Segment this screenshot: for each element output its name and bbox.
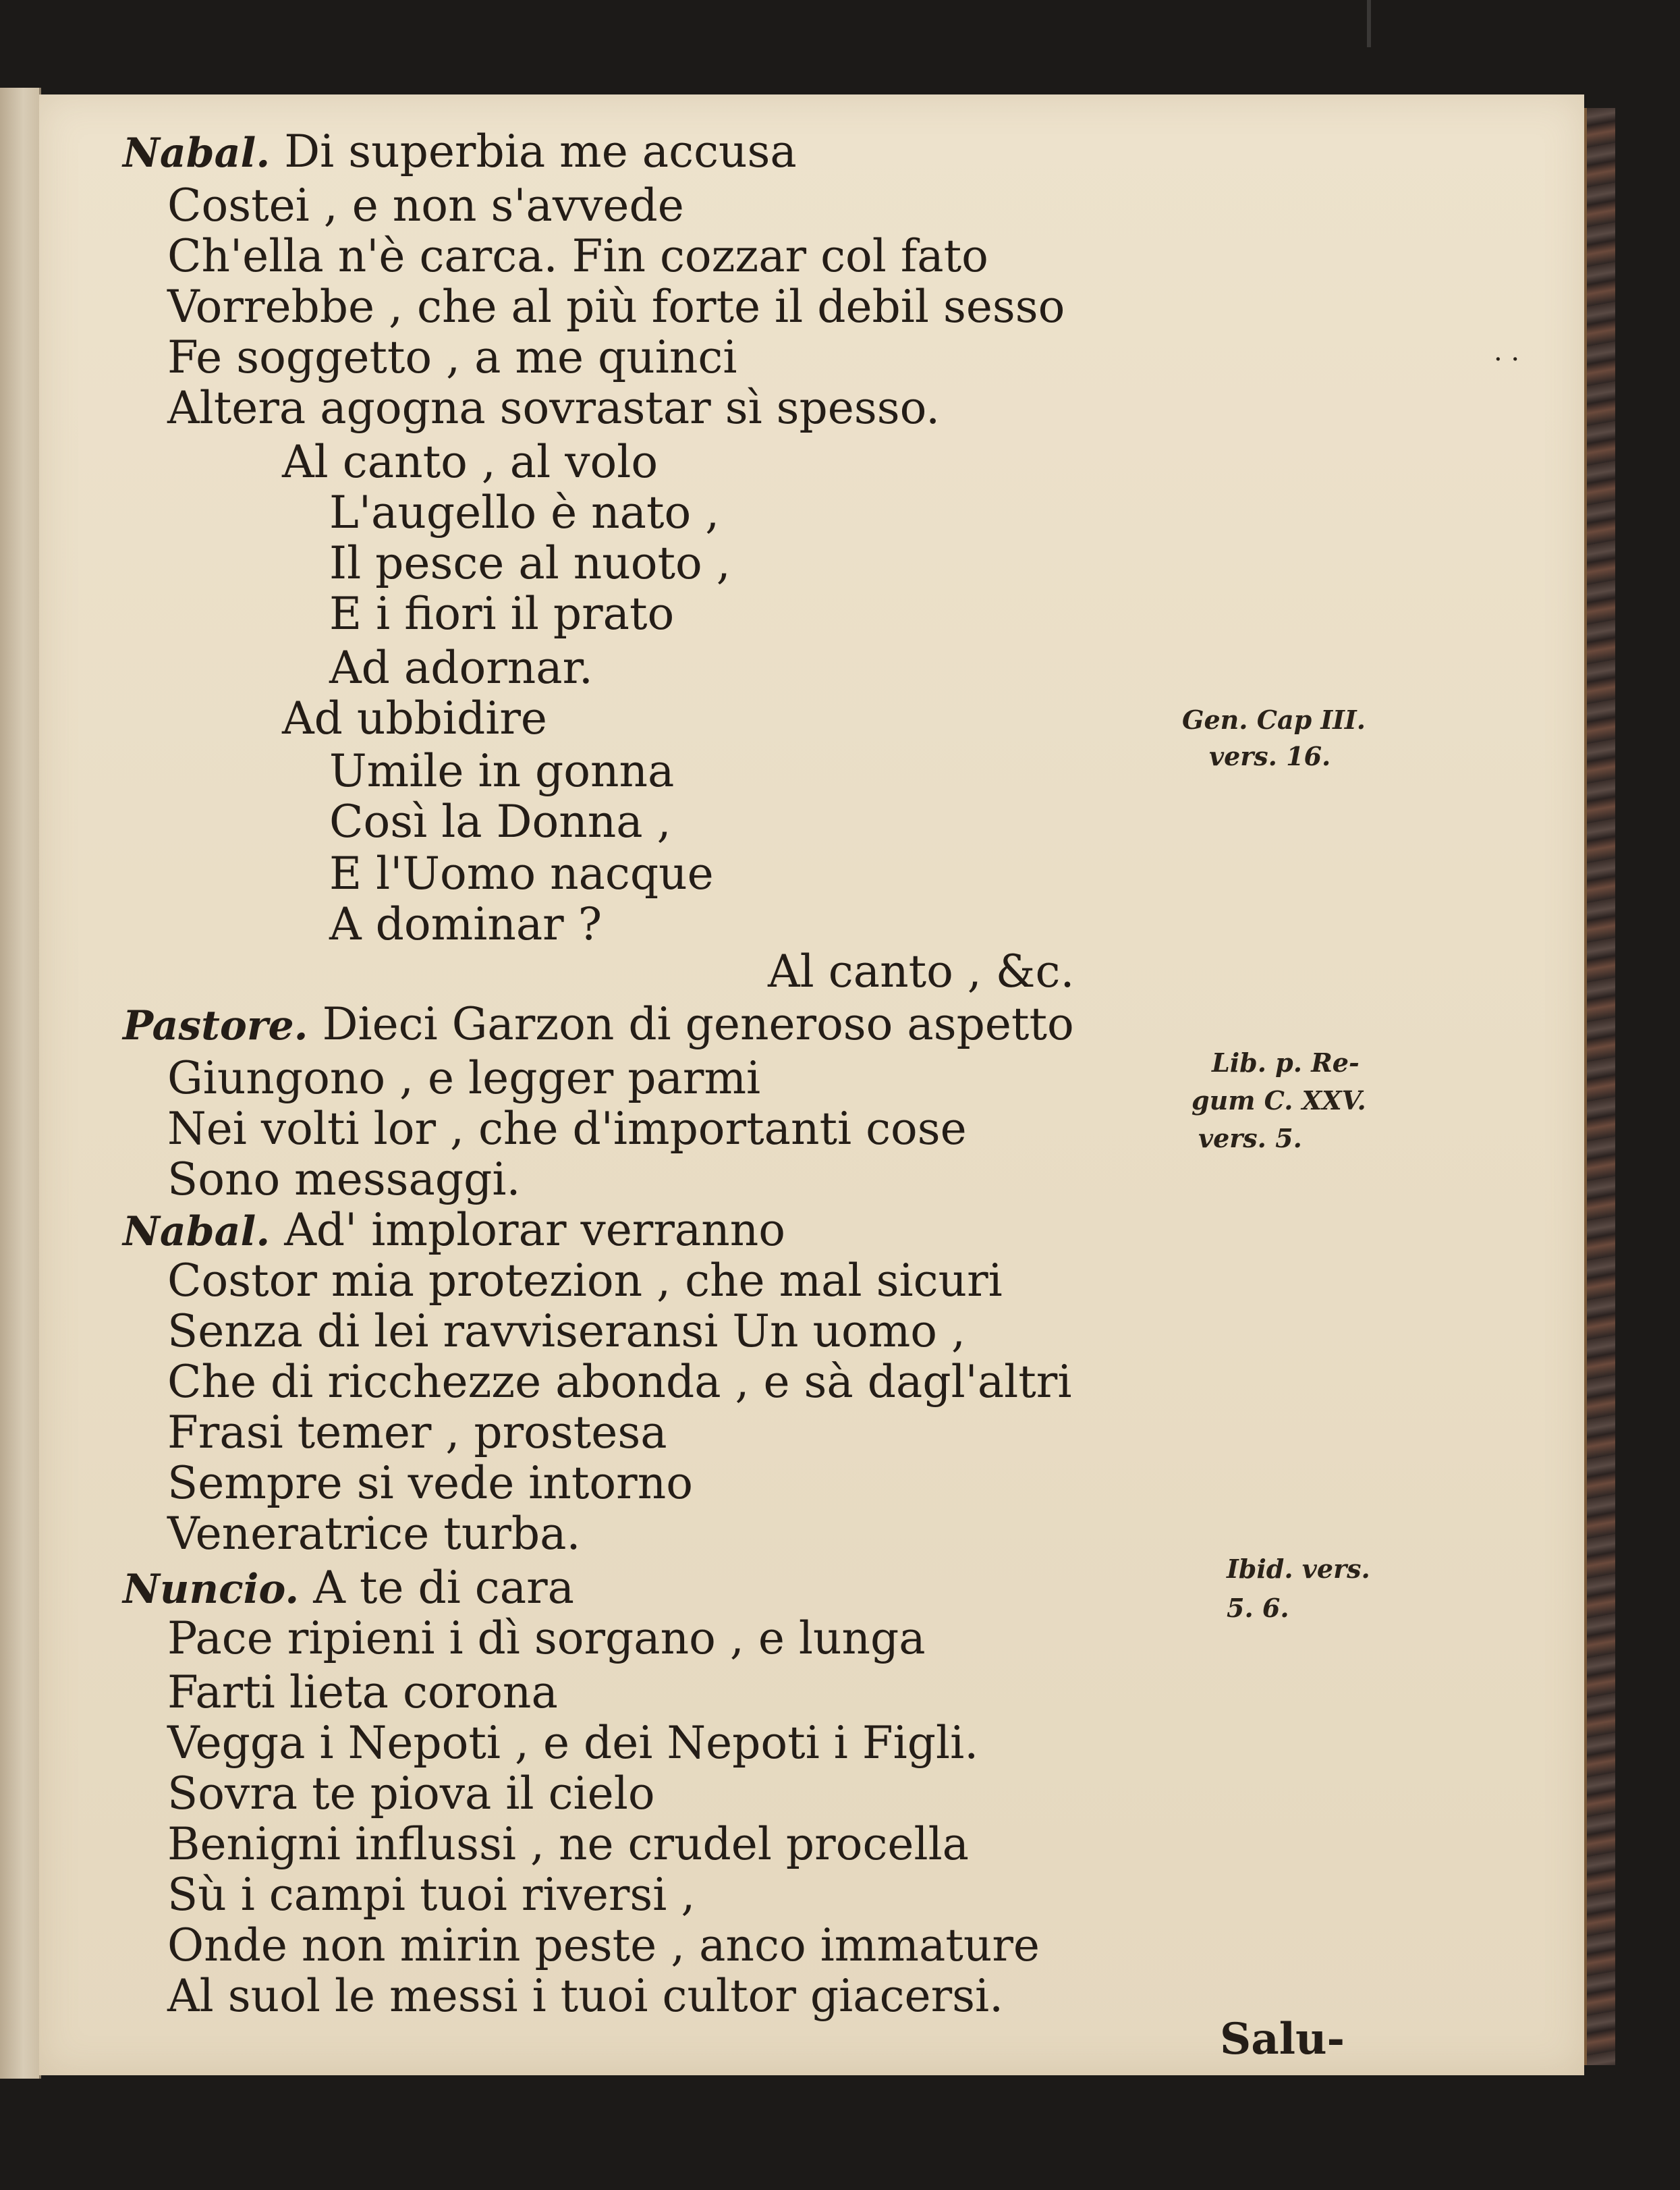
aria-line: Ad adornar. [329, 642, 593, 694]
text-line: Benigni influssi , ne crudel procella [167, 1818, 970, 1870]
margin-note: vers. 5. [1198, 1123, 1302, 1153]
marbled-cover-edge [1584, 108, 1615, 2065]
text-line: Nabal. Di superbia me accusa [123, 126, 797, 177]
margin-note: gum C. XXV. [1192, 1085, 1366, 1116]
catchword: Salu- [1220, 2014, 1345, 2064]
text-line: Nei volti lor , che d'importanti cose [167, 1103, 967, 1155]
text-line: Costei , e non s'avvede [167, 180, 684, 231]
edge-mark: · · [1494, 344, 1520, 375]
aria-line: Umile in gonna [329, 745, 675, 797]
text-line: Che di ricchezze abonda , e sà dagl'altri [167, 1356, 1072, 1408]
speaker-name: Nuncio. [123, 1566, 300, 1613]
text-line: Sù i campi tuoi riversi , [167, 1869, 696, 1921]
aria-line: Così la Donna , [329, 796, 671, 848]
speaker-name: Nabal. [123, 130, 271, 177]
text-line: Ch'ella n'è carca. Fin cozzar col fato [167, 230, 988, 282]
text-line: Giungono , e legger parmi [167, 1052, 761, 1104]
margin-note: Lib. p. Re- [1212, 1047, 1360, 1078]
text-line: Nuncio. A te di cara [123, 1562, 575, 1614]
aria-line: Al canto , al volo [282, 436, 659, 488]
text-line: Frasi temer , prostesa [167, 1406, 667, 1458]
aria-line: L'augello è nato , [329, 487, 720, 539]
margin-note: 5. 6. [1227, 1593, 1289, 1623]
text-line: Sovra te piova il cielo [167, 1768, 655, 1819]
text-line: Onde non mirin peste , anco immature [167, 1919, 1040, 1971]
text-line: Altera agogna sovrastar sì spesso. [167, 382, 941, 434]
text-line: Al suol le messi i tuoi cultor giacersi. [167, 1970, 1004, 2022]
text-line: Sono messaggi. [167, 1153, 521, 1205]
aria-line: Il pesce al nuoto , [329, 537, 731, 589]
text-line: Costor mia protezion , che mal sicuri [167, 1255, 1003, 1307]
aria-line: E l'Uomo nacque [329, 848, 714, 900]
text-line: Pace ripieni i dì sorgano , e lunga [167, 1612, 926, 1664]
margin-note: Ibid. vers. [1227, 1554, 1370, 1584]
text-line: Farti lieta corona [167, 1666, 558, 1718]
speaker-name: Pastore. [123, 1002, 308, 1049]
text-line: Veneratrice turba. [167, 1508, 581, 1560]
da-capo-line: Al canto , &c. [768, 946, 1075, 997]
text-line: Pastore. Dieci Garzon di generoso aspetto [123, 998, 1074, 1050]
facing-page-edge [0, 88, 41, 2079]
aria-line: E i fiori il prato [329, 588, 675, 640]
margin-note: vers. 16. [1209, 741, 1331, 771]
text-line: Fe soggetto , a me quinci [167, 331, 737, 383]
text-line: Senza di lei ravviseransi Un uomo , [167, 1305, 965, 1357]
margin-note: Gen. Cap III. [1182, 705, 1366, 735]
aria-line: A dominar ? [329, 898, 603, 950]
scan-mark [1367, 0, 1371, 47]
text-line: Vorrebbe , che al più forte il debil sesso [167, 281, 1065, 333]
text-line: Nabal. Ad' implorar verranno [123, 1204, 786, 1256]
speaker-name: Nabal. [123, 1208, 271, 1255]
aria-line: Ad ubbidire [282, 692, 547, 744]
text-line: Vegga i Nepoti , e dei Nepoti i Figli. [167, 1717, 979, 1769]
text-line: Sempre si vede intorno [167, 1457, 693, 1509]
